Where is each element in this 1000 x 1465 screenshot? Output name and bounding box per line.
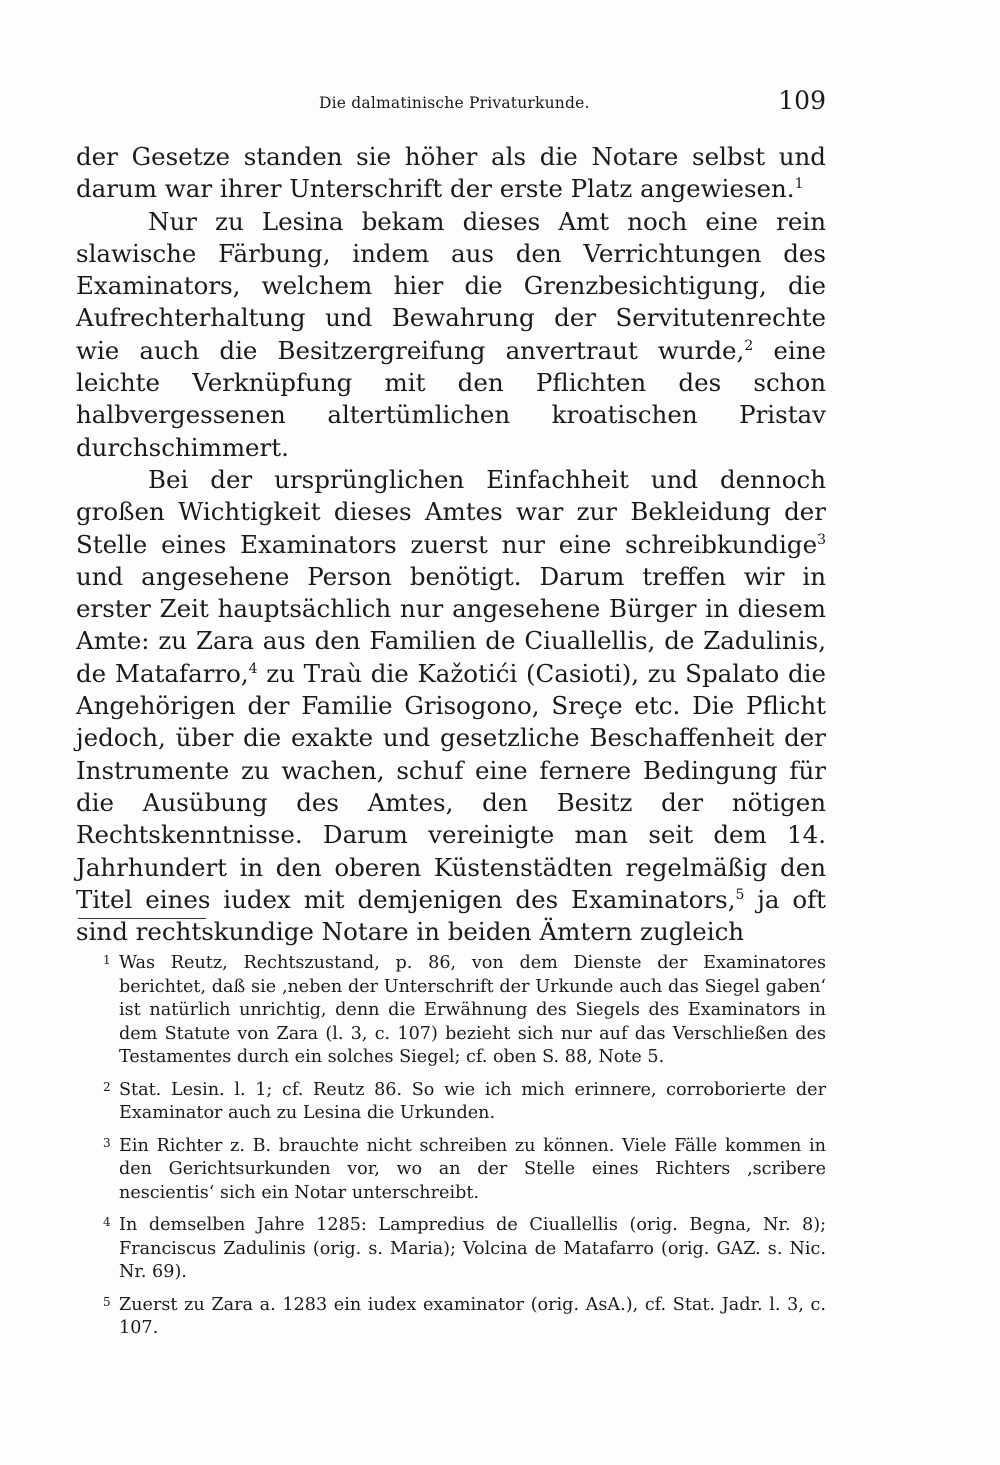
footnote-text: In demselben Jahre 1285: Lampredius de Ciuallellis (orig. Begna, Nr. 8); Franciscus Zadulinis (orig. s. Maria); Volcina de Matafarro (orig. GAZ. s. Nic. Nr. 69). bbox=[119, 1215, 826, 1282]
footnote-text: Was Reutz, Rechtszustand, p. 86, von dem Dienste der Examinatores berichtet, daß sie ‚neben der Unterschrift der Urkunde auch das Siegel gaben‘ ist natürlich unrichtig, denn die Erwähnung des Siegels des Examinators in dem Statute von Zara (l. 3, c. 107) bezieht sich nur auf das Verschließen des Testamentes durch ein solches Siegel; cf. oben S. 88, Note 5. bbox=[119, 953, 826, 1067]
footnote-1 bbox=[76, 952, 826, 1070]
footnote-ref-2: 2 bbox=[744, 337, 754, 354]
paragraph-3-text-c: zu Traù die Kažotići (Casioti), zu Spalato die Angehörigen der Familie Grisogono, Sreçe etc. Die Pflicht jedoch, über die exakte und gesetzliche Beschaffenheit der Instrumente zu wachen, schuf eine fernere Bedingung für die Ausübung des Amtes, den Besitz der nötigen Rechtskenntnisse. Darum vereinigte man seit dem 14. Jahrhundert in den oberen Küstenstädten regelmäßig den Titel eines iudex mit demjenigen des Examinators, bbox=[76, 658, 826, 914]
footnote-5 bbox=[76, 1294, 826, 1341]
footnote-2 bbox=[76, 1079, 826, 1126]
footnote-number: 1 bbox=[103, 953, 111, 967]
paragraph-3 bbox=[76, 464, 826, 948]
paragraph-1-text: der Gesetze standen sie höher als die Notare selbst und darum war ihrer Unterschrift der erste Platz angewiesen. bbox=[76, 142, 826, 204]
paragraph-2-text-b: eine leichte Verknüpfung mit den Pflichten des schon halbvergessenen altertümlichen kroatischen Pristav durchschimmert. bbox=[76, 335, 826, 462]
footnote-divider bbox=[78, 918, 206, 919]
footnote-text: Ein Richter z. B. brauchte nicht schreiben zu können. Viele Fälle kommen in den Gerichtsurkunden vor, wo an der Stelle eines Richters ‚scribere nescientis‘ sich ein Notar unterschreibt. bbox=[119, 1135, 826, 1203]
paragraph-3-text-b: und angesehene Person benötigt. Darum treffen wir in erster Zeit hauptsächlich nur angesehene Bürger in diesem Amte: zu Zara aus den Familien de Ciuallellis, de Zadulinis, de Matafarro, bbox=[76, 561, 826, 688]
footnote-4 bbox=[76, 1214, 826, 1285]
footnote-ref-5: 5 bbox=[735, 886, 745, 903]
footnote-text: Zuerst zu Zara a. 1283 ein iudex examinator (orig. AsA.), cf. Stat. Jadr. l. 3, c. 107. bbox=[119, 1294, 826, 1338]
footnote-number: 3 bbox=[103, 1135, 111, 1150]
paragraph-3-text-d: ja oft sind rechtskundige Notare in beiden Ämtern zugleich bbox=[76, 884, 826, 947]
footnote-ref-4: 4 bbox=[248, 660, 258, 677]
page-number: 109 bbox=[778, 86, 826, 115]
main-text bbox=[76, 141, 826, 948]
footnote-text: Stat. Lesin. l. 1; cf. Reutz 86. So wie ich mich erinnere, corroborierte der Examinator auch zu Lesina die Urkunden. bbox=[119, 1079, 826, 1123]
paragraph-2-text-a: Nur zu Lesina bekam dieses Amt noch eine rein slawische Färbung, indem aus den Verrichtungen des Examinators, welchem hier die Grenzbesichtigung, die Aufrechterhaltung und Bewahrung der Servitutenrechte wie auch die Besitzergreifung anvertraut wurde, bbox=[76, 206, 826, 365]
paragraph-1 bbox=[76, 141, 826, 206]
footnote-number: 4 bbox=[103, 1215, 111, 1229]
footnote-number: 2 bbox=[103, 1079, 111, 1094]
running-title: Die dalmatinische Privaturkunde. bbox=[319, 94, 590, 112]
footnote-number: 5 bbox=[103, 1294, 111, 1309]
footnote-3 bbox=[76, 1135, 826, 1206]
paragraph-2 bbox=[76, 206, 826, 464]
footnotes bbox=[76, 952, 826, 1350]
page-header bbox=[76, 86, 826, 122]
footnote-ref-1: 1 bbox=[794, 176, 804, 193]
paragraph-3-text-a: Bei der ursprünglichen Einfachheit und dennoch großen Wichtigkeit dieses Amtes war zur Bekleidung der Stelle eines Examinators zuerst nur eine schreibkundige bbox=[76, 464, 826, 559]
footnote-ref-3: 3 bbox=[817, 531, 826, 548]
